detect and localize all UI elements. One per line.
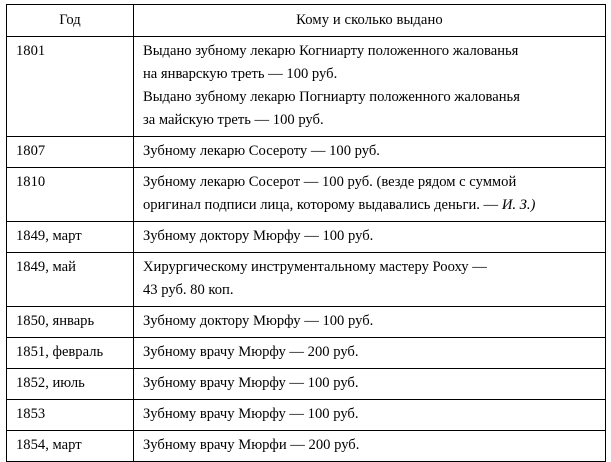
table-header: [7, 5, 606, 37]
description-line: Выдано зубному лекарю Когниарту положенного жалованья: [143, 43, 519, 59]
cell-description: [134, 37, 606, 137]
table-row: [7, 307, 606, 338]
cell-year: 1801: [7, 37, 134, 137]
cell-year: 1854, март: [7, 431, 134, 462]
description-line: Зубному врачу Мюрфу — 100 руб.: [143, 406, 359, 422]
description-line: Зубному врачу Мюрфу — 100 руб.: [143, 375, 359, 391]
cell-description: [134, 168, 606, 222]
payments-ledger-table: [6, 4, 606, 462]
description-line: Зубному врачу Мюрфи — 200 руб.: [143, 437, 360, 453]
cell-year: 1851, февраль: [7, 338, 134, 369]
description-line: 43 руб. 80 коп.: [143, 282, 234, 298]
table-row: [7, 400, 606, 431]
cell-year: 1810: [7, 168, 134, 222]
table-body: [7, 37, 606, 462]
table-header-row: [7, 5, 606, 37]
cell-description: [134, 137, 606, 168]
description-line: Зубному врачу Мюрфу — 200 руб.: [143, 344, 359, 360]
cell-description: [134, 253, 606, 307]
cell-year: 1852, июль: [7, 369, 134, 400]
description-line: за майскую треть — 100 руб.: [143, 112, 324, 128]
table-row: [7, 222, 606, 253]
cell-year: 1849, май: [7, 253, 134, 307]
description-line: на январскую треть — 100 руб.: [143, 66, 338, 82]
description-line: Хирургическому инструментальному мастеру Рооху —: [143, 259, 487, 275]
description-line: Зубному доктору Мюрфу — 100 руб.: [143, 313, 374, 329]
description-line: Зубному лекарю Сосерот — 100 руб. (везде рядом с суммой: [143, 174, 517, 190]
cell-description: [134, 431, 606, 462]
cell-description: [134, 400, 606, 431]
table-row: [7, 369, 606, 400]
table-row: [7, 168, 606, 222]
cell-year: 1850, январь: [7, 307, 134, 338]
cell-year: 1807: [7, 137, 134, 168]
cell-description: [134, 369, 606, 400]
cell-description: [134, 338, 606, 369]
description-line: Зубному лекарю Сосероту — 100 руб.: [143, 143, 380, 159]
cell-year: 1853: [7, 400, 134, 431]
cell-description: [134, 222, 606, 253]
cell-year: 1849, март: [7, 222, 134, 253]
table-row: [7, 253, 606, 307]
description-line: оригинал подписи лица, которому выдавались деньги. — И. З.): [143, 197, 536, 213]
description-line: Зубному доктору Мюрфу — 100 руб.: [143, 228, 374, 244]
column-header-year: Год: [7, 5, 134, 37]
table-row: [7, 338, 606, 369]
table-row: [7, 137, 606, 168]
description-line: Выдано зубному лекарю Погниарту положенного жалованья: [143, 89, 520, 105]
table-row: [7, 37, 606, 137]
column-header-description: Кому и сколько выдано: [134, 5, 606, 37]
table-row: [7, 431, 606, 462]
cell-description: [134, 307, 606, 338]
editor-initials: И. З.): [501, 197, 536, 213]
